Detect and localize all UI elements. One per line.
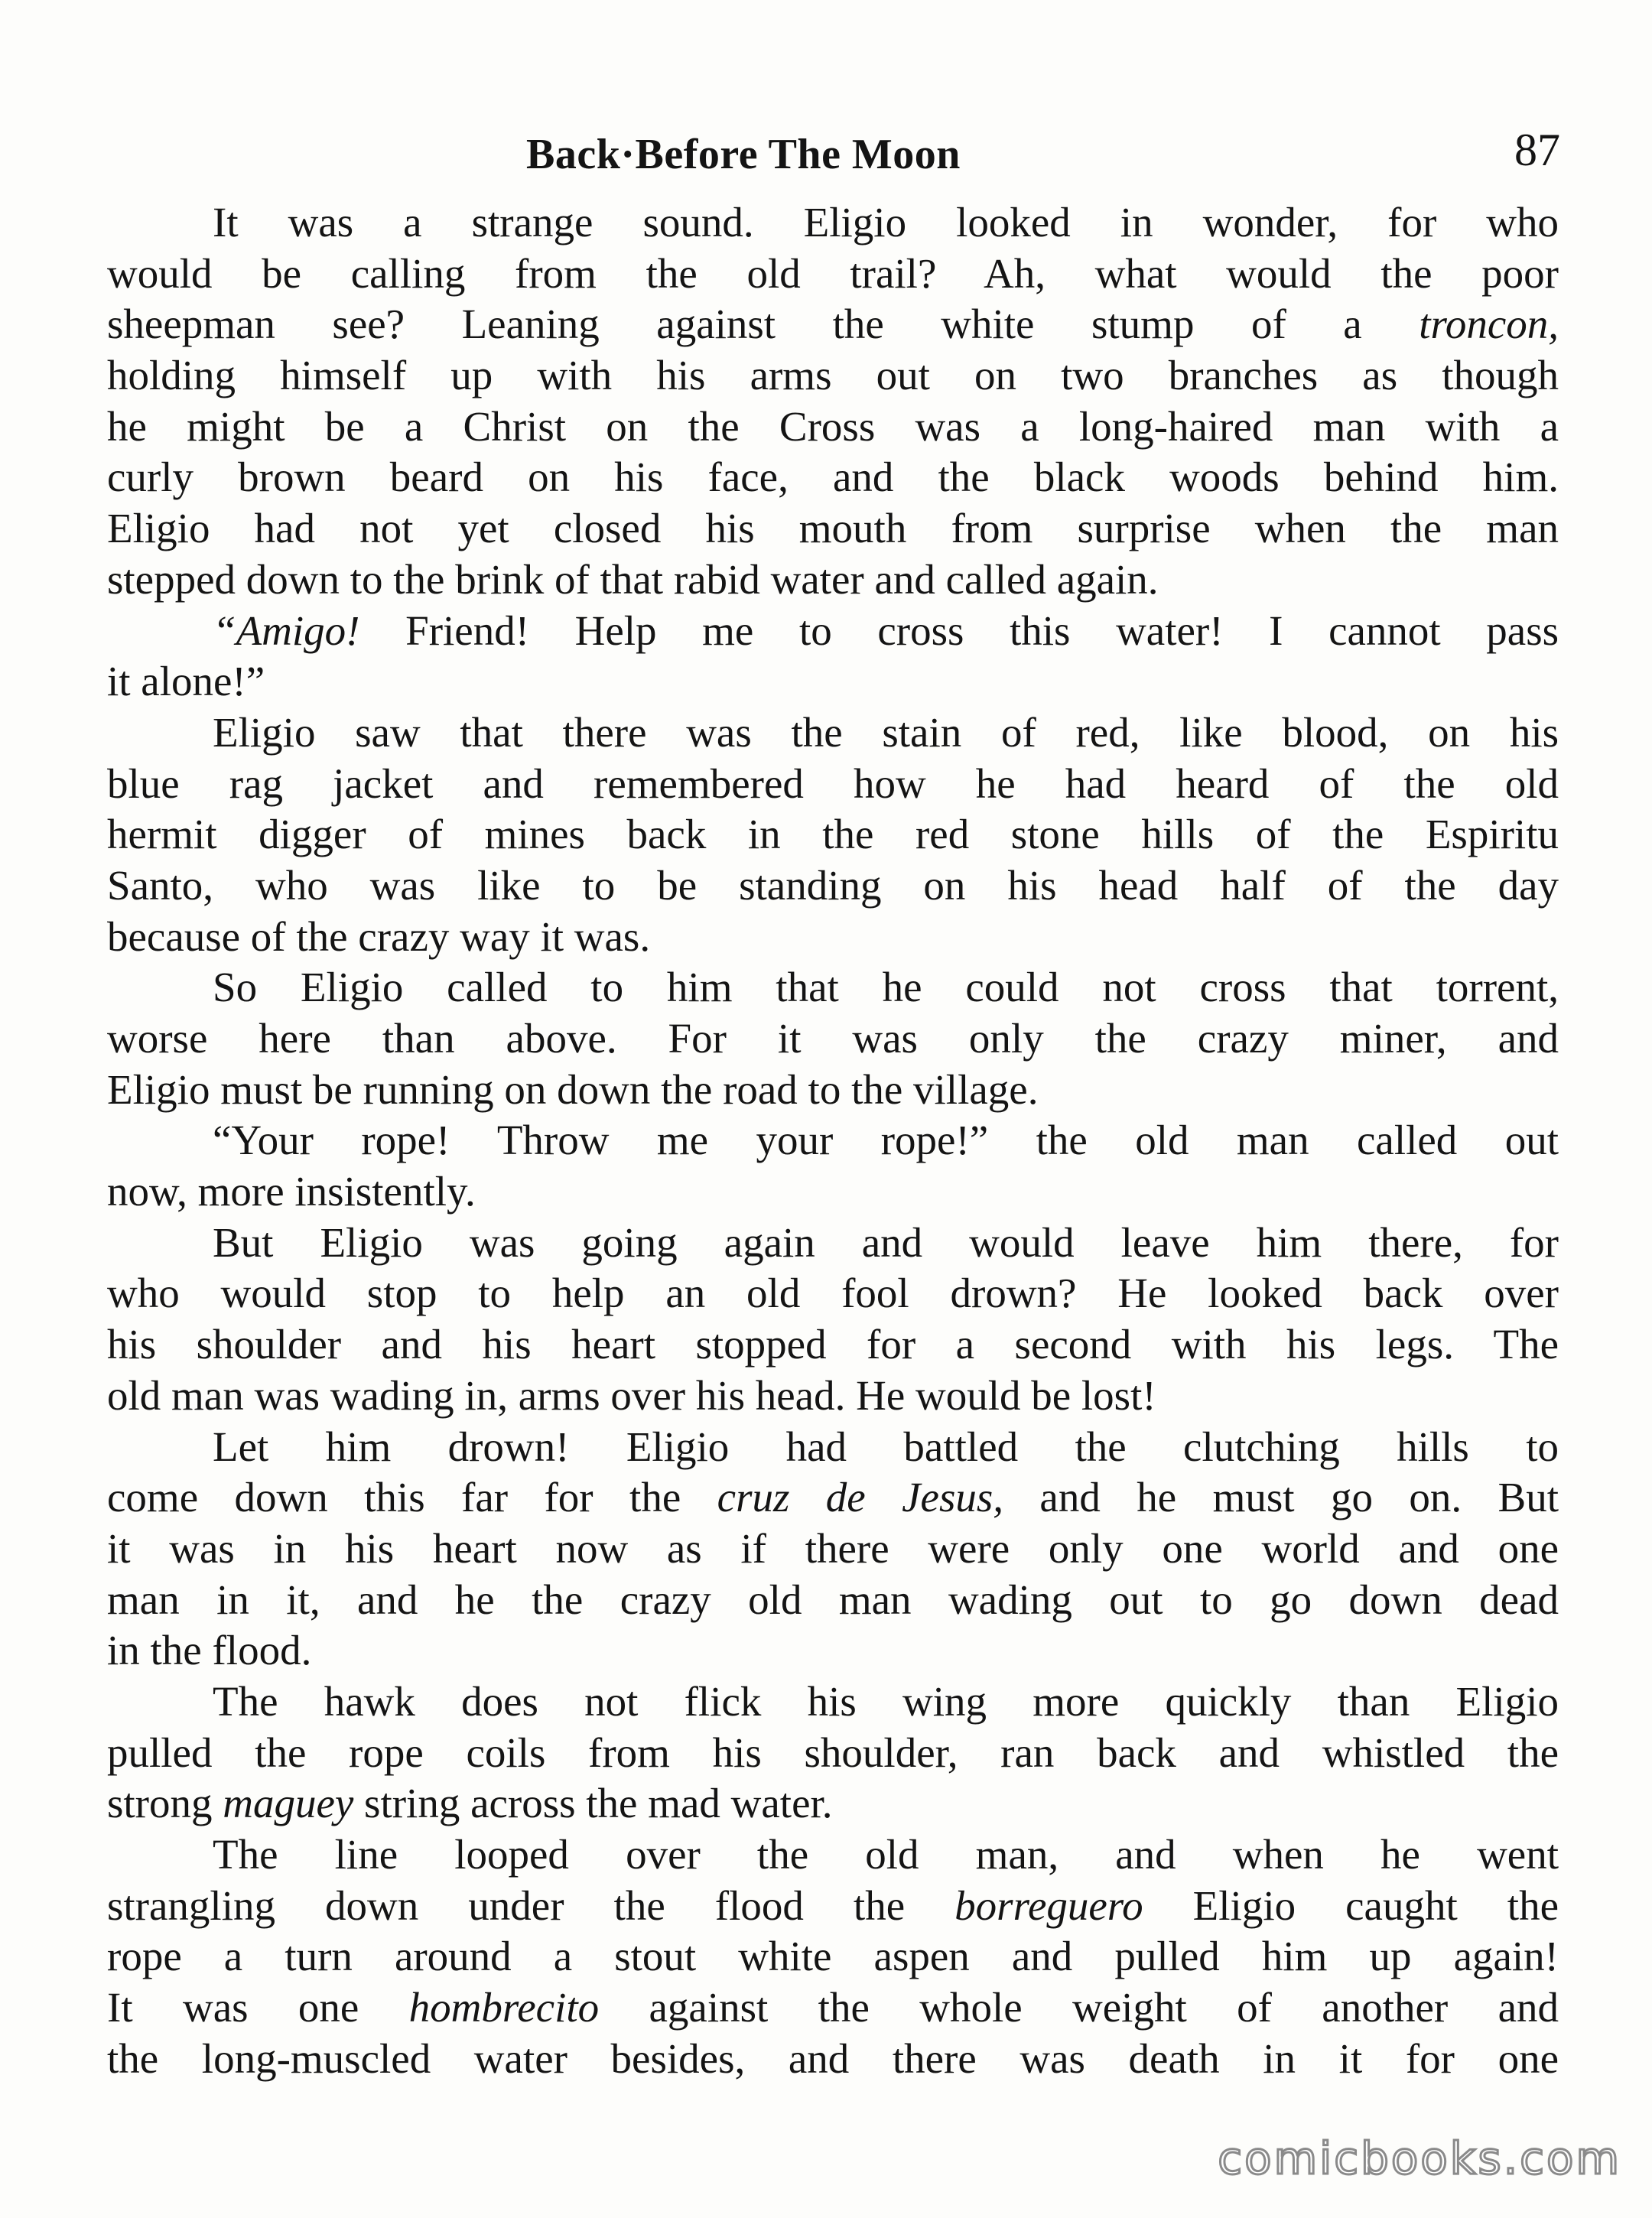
text-segment: rope a turn around a stout white aspen and pulled him up again! [107,1933,1559,1980]
text-line [107,1829,1559,1881]
text-segment: stepped down to the brink of that rabid water and called again. [107,555,1159,603]
text-segment: against the whole weight of another and [599,1984,1559,2031]
italic-text: borreguero [954,1881,1143,1929]
text-line [107,1115,1559,1166]
text-segment: pulled the rope coils from his shoulder, ran back and whistled the [107,1729,1559,1776]
text-line [107,809,1559,860]
text-line [107,1677,1559,1728]
text-segment: curly brown beard on his face, and the black woods behind him. [107,454,1559,501]
text-line [107,1881,1559,1932]
text-segment: It was a strange sound. Eligio looked in wonder, for who [213,199,1559,246]
text-line [107,197,1559,249]
page-number: 87 [1514,125,1560,175]
text-line [107,1575,1559,1626]
text-line [107,759,1559,810]
text-line [107,1982,1559,2034]
text-segment: The line looped over the old man, and when he went [213,1831,1559,1878]
text-line [107,249,1559,300]
text-segment: string across the mad water. [353,1780,833,1827]
text-segment: in the flood. [107,1627,312,1674]
italic-text: troncon, [1419,301,1559,348]
text-line [107,1931,1559,1982]
watermark-logo: comicbooks.com [1218,2132,1621,2184]
text-line [107,1013,1559,1065]
text-line [107,1524,1559,1575]
text-line [107,656,1559,707]
text-segment: the long-muscled water besides, and there was death in it for one [107,2034,1559,2082]
text-line [107,503,1559,554]
text-segment: old man was wading in, arms over his head. He would be lost! [107,1371,1156,1419]
text-segment: man in it, and he the crazy old man wading out to go down dead [107,1576,1559,1623]
text-line [107,299,1559,350]
text-line [107,912,1559,963]
text-segment: Eligio caught the [1143,1881,1559,1929]
text-line [107,606,1559,657]
text-line [107,452,1559,503]
text-segment: who would stop to help an old fool drown? He looked back over [107,1270,1559,1317]
text-segment: would be calling from the old trail? Ah, what would the poor [107,249,1559,297]
text-segment: come down this far for the [107,1474,717,1521]
text-segment: Santo, who was like to be standing on his head half of the day [107,861,1559,909]
text-line [107,554,1559,606]
body-text [107,197,1559,2084]
text-line [107,860,1559,912]
text-segment: it alone!” [107,658,265,705]
running-head [107,124,1560,185]
italic-text: maguey [223,1780,354,1827]
text-segment: strangling down under the flood the [107,1881,955,1929]
text-line [107,2034,1559,2085]
italic-text: cruz de Jesus, [717,1474,1003,1521]
text-segment: holding himself up with his arms out on two branches as though [107,352,1559,399]
text-segment: worse here than above. For it was only the crazy miner, and [107,1015,1559,1062]
text-segment: sheepman see? Leaning against the white stump of a [107,301,1419,348]
text-line [107,962,1559,1013]
text-line [107,1472,1559,1524]
text-line [107,1218,1559,1269]
text-segment: he might be a Christ on the Cross was a long-haired man with a [107,402,1559,450]
running-title: Back·Before The Moon [526,131,961,178]
text-segment: hermit digger of mines back in the red stone hills of the Espiritu [107,811,1559,858]
text-line [107,1268,1559,1319]
text-line [107,1778,1559,1829]
text-segment: “Your rope! Throw me your rope!” the old man called out [213,1117,1559,1164]
text-segment: Friend! Help me to cross this water! I cannot pass [359,607,1559,654]
text-segment: Eligio must be running on down the road to the village. [107,1065,1039,1113]
text-segment: But Eligio was going again and would leave him there, for [213,1218,1559,1266]
text-segment: his shoulder and his heart stopped for a second with his legs. The [107,1321,1559,1368]
text-segment: Eligio saw that there was the stain of red, like blood, on his [213,708,1559,756]
text-segment: because of the crazy way it was. [107,912,651,960]
text-line [107,1422,1559,1473]
text-line [107,1371,1559,1422]
text-segment: So Eligio called to him that he could not cross that torrent, [213,964,1559,1011]
text-segment: Let him drown! Eligio had battled the clutching hills to [213,1423,1559,1470]
text-segment: Eligio had not yet closed his mouth from surprise when the man [107,505,1559,552]
text-segment: The hawk does not flick his wing more quickly than Eligio [213,1677,1559,1725]
text-segment: It was one [107,1984,409,2031]
text-segment: it was in his heart now as if there were only one world and one [107,1524,1559,1572]
text-segment: now, more insistently. [107,1168,476,1215]
italic-text: “Amigo! [213,607,360,654]
text-line [107,1065,1559,1116]
text-segment: strong [107,1780,223,1827]
text-line [107,1166,1559,1218]
text-line [107,1319,1559,1371]
text-segment: blue rag jacket and remembered how he had heard of the old [107,759,1559,807]
text-segment: and he must go on. But [1003,1474,1559,1521]
text-line [107,1625,1559,1677]
text-line [107,402,1559,453]
italic-text: hombrecito [408,1984,600,2031]
text-line [107,350,1559,402]
text-line [107,707,1559,759]
text-line [107,1728,1559,1779]
